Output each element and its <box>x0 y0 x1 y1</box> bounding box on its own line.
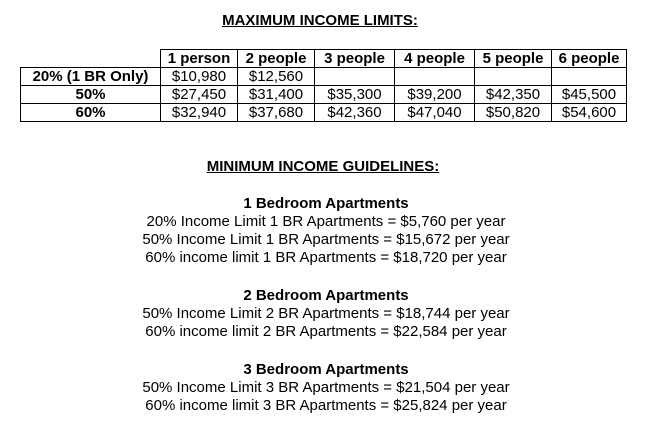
table-cell: $31,400 <box>238 86 315 104</box>
column-header: 1 person <box>161 50 238 68</box>
table-cell: $37,680 <box>238 104 315 122</box>
three-bedroom-section <box>0 361 657 415</box>
table-cell: $35,300 <box>315 86 395 104</box>
table-cell <box>315 68 395 86</box>
table-cell: $47,040 <box>395 104 475 122</box>
table-row <box>21 104 627 122</box>
guideline-line: 50% Income Limit 3 BR Apartments = $21,504 per year <box>142 379 510 396</box>
table-cell: $42,360 <box>315 104 395 122</box>
table-cell <box>475 68 552 86</box>
row-label: 60% <box>21 104 161 122</box>
table-header-row <box>21 50 627 68</box>
section-title: 3 Bedroom Apartments <box>243 361 409 378</box>
table-row <box>21 86 627 104</box>
guideline-line: 60% income limit 2 BR Apartments = $22,584 per year <box>145 323 507 340</box>
table-corner-cell <box>21 50 161 68</box>
section-title: 1 Bedroom Apartments <box>243 195 409 212</box>
table-cell: $32,940 <box>161 104 238 122</box>
column-header: 3 people <box>315 50 395 68</box>
table-cell <box>552 68 627 86</box>
guideline-line: 50% Income Limit 2 BR Apartments = $18,744 per year <box>142 305 510 322</box>
row-label: 50% <box>21 86 161 104</box>
two-bedroom-section <box>0 287 657 341</box>
section-title: 2 Bedroom Apartments <box>243 287 409 304</box>
table-cell: $39,200 <box>395 86 475 104</box>
table-cell: $54,600 <box>552 104 627 122</box>
max-income-title: MAXIMUM INCOME LIMITS: <box>222 12 418 29</box>
table-cell: $45,500 <box>552 86 627 104</box>
one-bedroom-section <box>0 195 657 267</box>
row-label: 20% (1 BR Only) <box>21 68 161 86</box>
column-header: 4 people <box>395 50 475 68</box>
guideline-line: 60% income limit 3 BR Apartments = $25,824 per year <box>145 397 507 414</box>
table-cell: $27,450 <box>161 86 238 104</box>
min-income-title: MINIMUM INCOME GUIDELINES: <box>206 158 440 175</box>
guideline-line: 60% income limit 1 BR Apartments = $18,720 per year <box>145 249 507 266</box>
table-cell: $50,820 <box>475 104 552 122</box>
income-limits-table <box>20 49 627 122</box>
table-cell: $12,560 <box>238 68 315 86</box>
table-row <box>21 68 627 86</box>
guideline-line: 50% Income Limit 1 BR Apartments = $15,672 per year <box>142 231 510 248</box>
guideline-line: 20% Income Limit 1 BR Apartments = $5,760 per year <box>146 213 506 230</box>
column-header: 2 people <box>238 50 315 68</box>
table-cell <box>395 68 475 86</box>
column-header: 5 people <box>475 50 552 68</box>
column-header: 6 people <box>552 50 627 68</box>
table-cell: $42,350 <box>475 86 552 104</box>
table-cell: $10,980 <box>161 68 238 86</box>
